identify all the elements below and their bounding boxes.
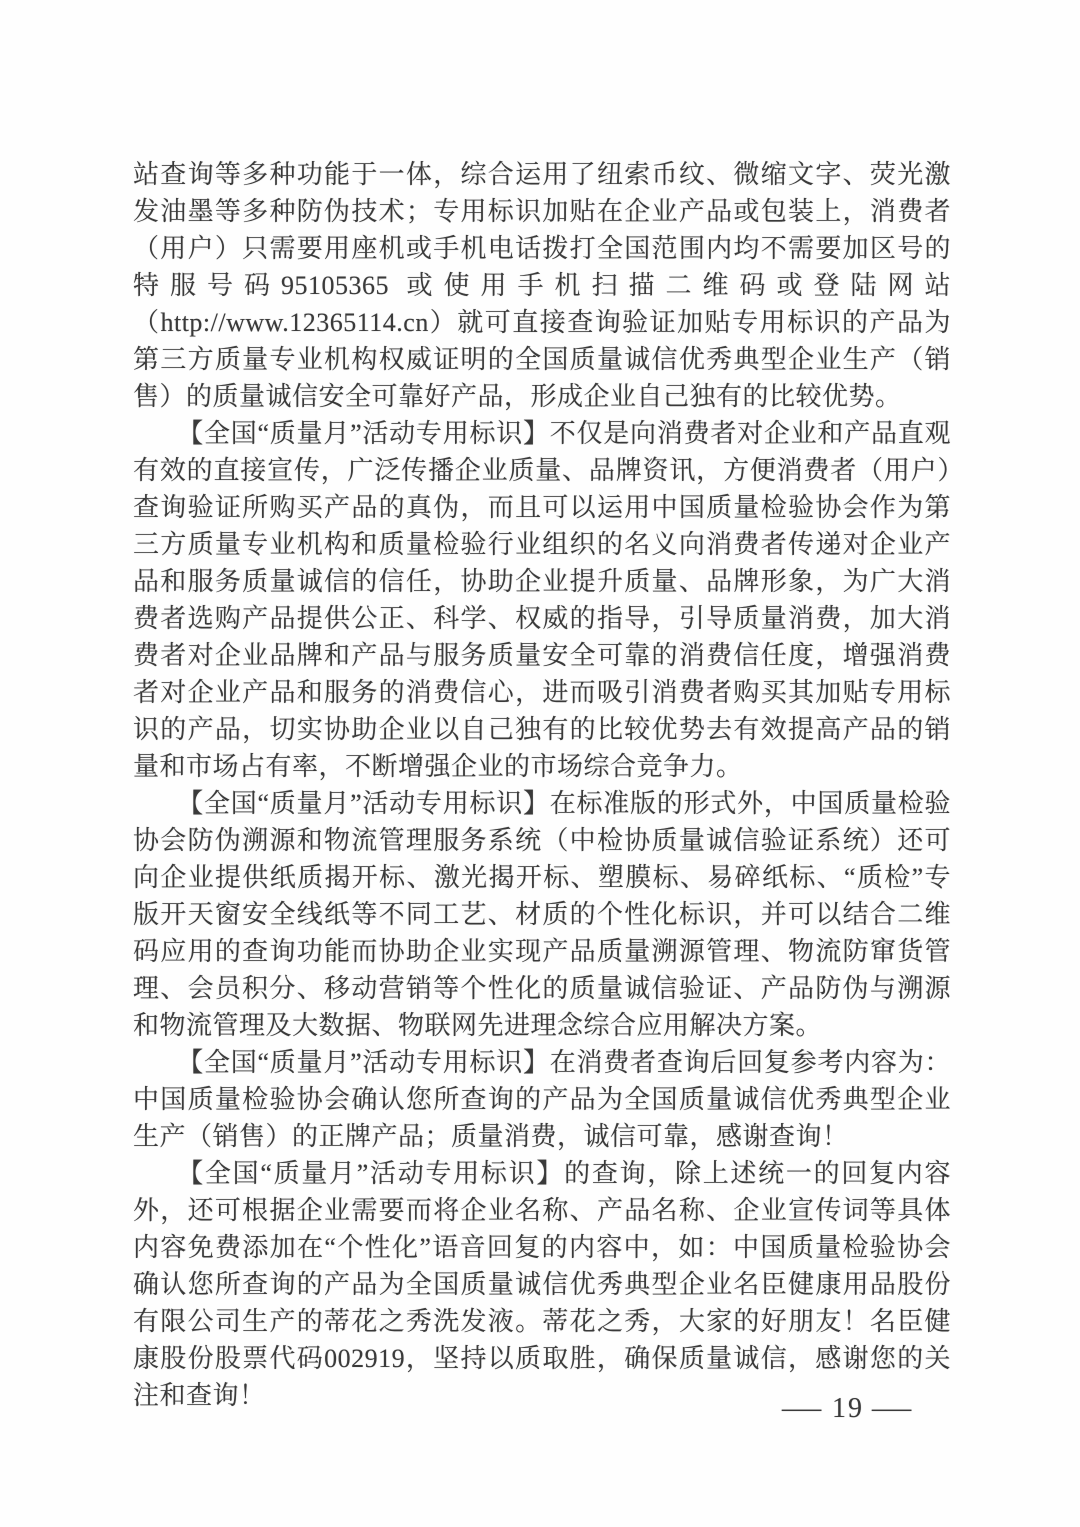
page-footer — [774, 1392, 922, 1426]
paragraph-quality-month-custom-reply: 【全国“质量月”活动专用标识】的查询，除上述统一的回复内容外，还可根据企业需要而将企业名称、产品名称、企业宣传词等具体内容免费添加在“个性化”语音回复的内容中，如：中国质量检验协会确认您所查询的产品为全国质量诚信优秀典型企业名臣健康用品股份有限公司生产的蒂花之秀洗发液。蒂花之秀，大家的好朋友！名臣健康股份股票代码002919，坚持以质取胜，确保质量诚信，感谢您的关注和查询！ — [133, 1159, 951, 1410]
page-number-dash-left: — — [782, 1393, 824, 1424]
paragraph-quality-month-promo: 【全国“质量月”活动专用标识】不仅是向消费者对企业和产品直观有效的直接宣传，广泛传播企业质量、品牌资讯，方便消费者（用户）查询验证所购买产品的真伪，而且可以运用中国质量检验协会作为第三方质量专业机构和质量检验行业组织的名义向消费者传递对企业产品和服务质量诚信的信任，协助企业提升质量、品牌形象，为广大消费者选购产品提供公正、科学、权威的指导，引导质量消费，加大消费者对企业品牌和产品与服务质量安全可靠的消费信任度，增强消费者对企业产品和服务的消费信心，进而吸引消费者购买其加贴专用标识的产品，切实协助企业以自己独有的比较优势去有效提高产品的销量和市场占有率，不断增强企业的市场综合竞争力。 — [133, 419, 951, 781]
paragraph-quality-month-reply-content: 【全国“质量月”活动专用标识】在消费者查询后回复参考内容为：中国质量检验协会确认您所查询的产品为全国质量诚信优秀典型企业生产（销售）的正牌产品；质量消费，诚信可靠，感谢查询！ — [133, 1048, 951, 1151]
page-number: 19 — [832, 1393, 864, 1424]
page-body-text — [133, 156, 951, 1414]
paragraph-quality-month-label-types: 【全国“质量月”活动专用标识】在标准版的形式外，中国质量检验协会防伪溯源和物流管理服务系统（中检协质量诚信验证系统）还可向企业提供纸质揭开标、激光揭开标、塑膜标、易碎纸标、“质检”专版开天窗安全线纸等不同工艺、材质的个性化标识，并可以结合二维码应用的查询功能而协助企业实现产品质量溯源管理、物流防窜货管理、会员积分、移动营销等个性化的质量诚信验证、产品防伪与溯源和物流管理及大数据、物联网先进理念综合应用解决方案。 — [133, 789, 951, 1040]
page-number-dash-right: — — [872, 1393, 914, 1424]
paragraph-continuation: 站查询等多种功能于一体，综合运用了纽索币纹、微缩文字、荧光激发油墨等多种防伪技术；专用标识加贴在企业产品或包装上，消费者（用户）只需要用座机或手机电话拨打全国范围内均不需要加区号的特服号码95105365 或使用手机扫描二维码或登陆网站（http://www.12365114.cn）就可直接查询验证加贴专用标识的产品为第三方质量专业机构权威证明的全国质量诚信优秀典型企业生产（销售）的质量诚信安全可靠好产品，形成企业自己独有的比较优势。 — [133, 160, 951, 411]
